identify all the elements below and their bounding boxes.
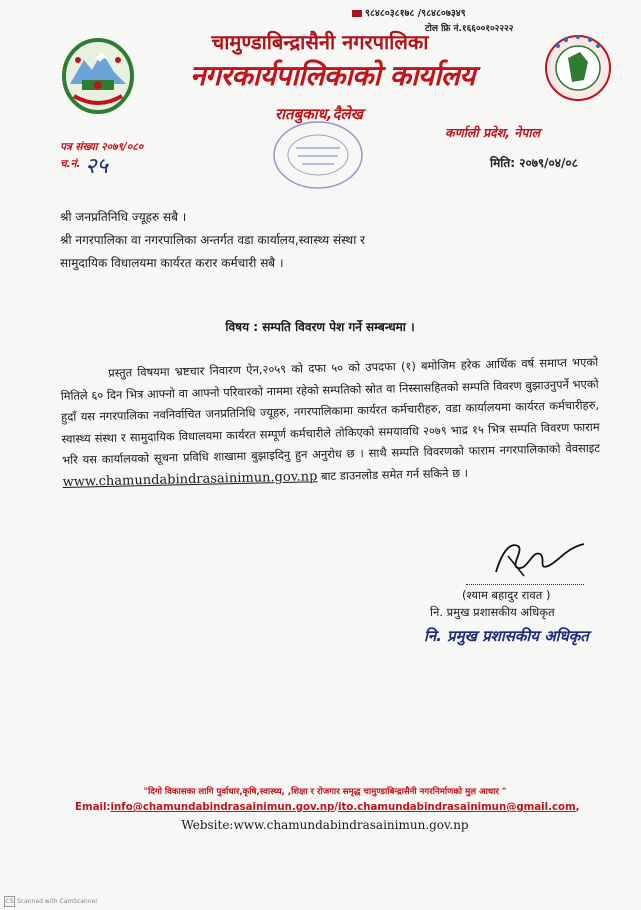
phone-number bbox=[352, 6, 466, 19]
province: कर्णाली प्रदेश, नेपाल bbox=[445, 125, 541, 140]
chalani-number: २५ bbox=[85, 154, 108, 179]
email-link-1[interactable]: info@chamundabindrasainimun.gov.np bbox=[110, 802, 335, 813]
municipality-logo-icon bbox=[544, 32, 612, 104]
letter-body bbox=[60, 352, 601, 494]
website-link[interactable]: www.chamundabindrasainimun.gov.np bbox=[62, 469, 318, 490]
municipality-name: चामुण्डाबिन्द्रासैनी नगरपालिका bbox=[211, 30, 429, 54]
addressee-line: श्री नगरपालिका वा नगरपालिका अन्तर्गत वडा कार्यालय,स्वास्थ्य संस्था र bbox=[60, 233, 366, 247]
signatory-name: (श्याम बहादुर रावत ) bbox=[462, 588, 551, 602]
letter-subject: विषय : सम्पति विवरण पेश गर्ने सम्बन्धमा । bbox=[225, 320, 415, 334]
camscanner-icon: CS bbox=[5, 898, 14, 905]
toll-free-number: टोल फ्रि नं.१६६००१०२२२२ bbox=[425, 24, 514, 34]
signatory-stamp: नि. प्रमुख प्रशासकीय अधिकृत bbox=[424, 627, 589, 645]
body-text-end: बाट डाउनलोड समेत गर्न सकिने छ । bbox=[320, 465, 469, 484]
addressee-line: सामुदायिक विधालयमा कार्यरत करार कर्मचारी सबै । bbox=[60, 256, 284, 270]
scanner-note: Scanned with CamScanner bbox=[17, 898, 98, 905]
footer-website[interactable]: Website:www.chamundabindrasainimun.gov.np bbox=[181, 818, 469, 832]
addressee-line: श्री जनप्रतिनिधि ज्यूहरु सबै । bbox=[60, 210, 187, 224]
letter-date: मिति: २०७९/०४/०८ bbox=[490, 156, 578, 170]
chalani-label: च.नं. bbox=[60, 158, 81, 170]
phone-icon bbox=[352, 10, 362, 17]
office-name: नगरकार्यपालिकाको कार्यालय bbox=[190, 59, 475, 92]
email-separator: / bbox=[334, 802, 338, 813]
footer-slogan: "दिगो विकासका लागि पुर्वाधार,कृषि,स्वास्थ्य, ,शिक्षा र रोजगार समृद्ध चामुण्डाबिन्द्रासैनी नगरनिर्माणको मुल आधार " bbox=[143, 787, 507, 797]
phone-text: ९८४८०३८१७८ /९८४८०७३४९ bbox=[365, 8, 466, 19]
footer-email bbox=[75, 802, 580, 813]
nepal-emblem-icon bbox=[60, 36, 136, 116]
email-link-2[interactable]: ito.chamundabindrasainimun@gmail.com bbox=[337, 802, 576, 813]
signatory-title: नि. प्रमुख प्रशासकीय अधिकृत bbox=[430, 605, 555, 619]
scanner-watermark bbox=[4, 896, 98, 907]
signature-icon bbox=[488, 532, 588, 584]
body-text: प्रस्तुत विषयमा भ्रष्टचार निवारण ऐन,२०५९ को दफा ५० को उपदफा (१) बमोजिम हरेक आर्थिक वर्ष समाप्त भएको मितिले ६० दिन भित्र आफ्नो वा आफ्नो परिवारको नाममा रहेको सम्पतिको स्रोत वा निस्सासहितको सम्पति विवरण बुझाउनुपर्ने भएको हुदाँ यस नगरपालिका नवनिर्वाचित जनप्रतिनिधि ज्यूहरु, नगरपालिकामा कार्यरत कर्मचारीहरु, वडा कार्यालयमा कार्यरत कर्मचारीहरु, स्वास्थ्य संस्था र सामुदायिक विधालयमा कार्यरत सम्पूर्ण कर्मचारीले तोकिएको समयावधि २०७९ भाद्र १५ भित्र सम्पति विवरण फाराम भरि यस कार्यालयको सूचना प्रविधि शाखामा बुझाइदिनु हुन अनुरोध छ । साथै सम्पति विवरणको फाराम नगरपालिकाको वेवसाइट bbox=[60, 354, 601, 468]
office-round-stamp-icon bbox=[270, 118, 366, 192]
office-location: रातबुकाध,दैलेख bbox=[275, 105, 363, 123]
reference-number: पत्र संख्या २०७९/०८० bbox=[60, 141, 144, 153]
signature-line bbox=[466, 584, 584, 585]
email-end: , bbox=[575, 802, 580, 813]
email-label: Email: bbox=[75, 802, 111, 813]
